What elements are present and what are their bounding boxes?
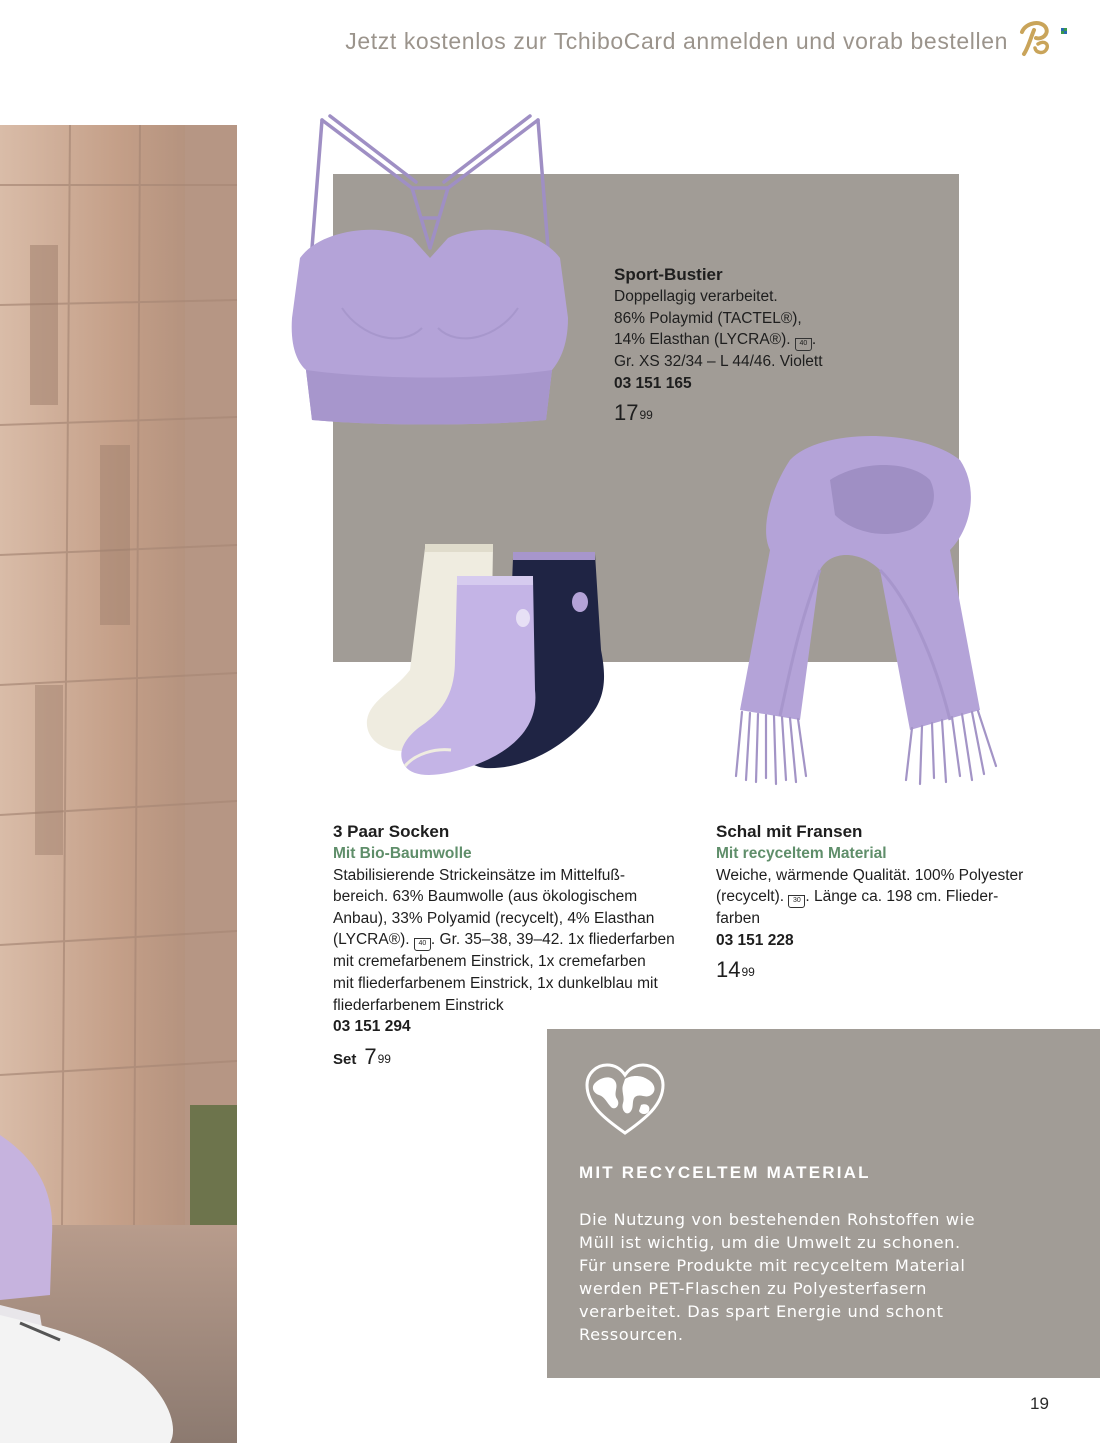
socks-title: 3 Paar Socken: [333, 822, 450, 841]
lifestyle-photo: [0, 125, 237, 1443]
scarf-desc-line2: (recycelt). 30 . Länge ca. 198 cm. Flieder-: [716, 886, 1066, 908]
sport-bustier-desc-line2: 86% Polaymid (TACTEL®),: [614, 309, 802, 327]
eco-box-line5: verarbeitet. Das spart Energie und schont: [579, 1302, 944, 1321]
eco-box-line6: Ressourcen.: [579, 1325, 684, 1344]
socks-subtitle: Mit Bio-Baumwolle: [333, 845, 472, 862]
sport-bustier-desc-line1: Doppellagig verarbeitet.: [614, 288, 778, 305]
sport-bustier-image[interactable]: [282, 108, 578, 430]
page-number: 19: [1030, 1394, 1049, 1413]
eco-box-line2: Müll ist wichtig, um die Umwelt zu schonen.: [579, 1233, 961, 1252]
sport-bustier-price: $17^{99}$: [614, 400, 653, 426]
wash-symbol-icon: 40: [795, 338, 812, 351]
eco-box-line3: Für unsere Produkte mit recyceltem Material: [579, 1256, 966, 1275]
socks-desc-line1: Stabilisierende Strickeinsätze im Mittelfuß-: [333, 866, 626, 884]
wash-symbol-icon: 30: [788, 895, 805, 908]
sport-bustier-sizes: Gr. XS 32/34 – L 44/46. Violett: [614, 353, 823, 371]
scarf-price: $14^{99}$: [716, 957, 755, 983]
socks-desc-line7: fliederfarbenem Einstrick: [333, 996, 504, 1014]
scarf-desc-line3: farben: [716, 910, 760, 928]
socks-desc-line4: (LYCRA®). 40 . Gr. 35–38, 39–42. 1x fliederfarben: [333, 929, 688, 951]
sport-bustier-desc-line3-text: 14% Elasthan (LYCRA®).: [614, 331, 791, 349]
sport-bustier-desc-line3: 14% Elasthan (LYCRA®). 40 .: [614, 329, 914, 351]
sport-bustier-title: Sport-Bustier: [614, 265, 723, 284]
scarf-title: Schal mit Fransen: [716, 822, 863, 841]
scarf-subtitle: Mit recyceltem Material: [716, 845, 887, 862]
scarf-article-number: 03 151 228: [716, 931, 794, 949]
eco-box-title: MIT RECYCELTEM MATERIAL: [579, 1163, 871, 1182]
scarf-image[interactable]: [730, 420, 1005, 790]
wash-symbol-icon: 40: [414, 938, 431, 951]
socks-desc-line2: bereich. 63% Baumwolle (aus ökologischem: [333, 888, 638, 906]
tchibo-logo-icon: [1016, 18, 1070, 58]
tchibocard-promo-text: Jetzt kostenlos zur TchiboCard anmelden und vorab bestellen: [345, 28, 1008, 54]
socks-article-number: 03 151 294: [333, 1018, 411, 1036]
socks-set-label: Set: [333, 1050, 357, 1068]
socks-desc-line6: mit fliederfarbenem Einstrick, 1x dunkelblau mit: [333, 974, 658, 992]
sport-bustier-info: [614, 263, 914, 426]
socks-desc-line3: Anbau), 33% Polyamid (recycelt), 4% Elasthan: [333, 909, 655, 927]
heart-globe-icon: [585, 1063, 665, 1135]
eco-box-line1: Die Nutzung von bestehenden Rohstoffen wie: [579, 1210, 976, 1229]
eco-box-line4: werden PET-Flaschen zu Polyesterfasern: [579, 1279, 927, 1298]
scarf-info: [716, 820, 1066, 983]
eco-box-text: [579, 1208, 1079, 1346]
socks-desc-line5: mit cremefarbenem Einstrick, 1x cremefarben: [333, 953, 646, 971]
socks-price: Set $7^{99}$: [333, 1043, 391, 1069]
scarf-desc-line1: Weiche, wärmende Qualität. 100% Polyester: [716, 866, 1024, 884]
sport-bustier-article-number: 03 151 165: [614, 374, 692, 392]
recycled-material-info-box: [547, 1029, 1100, 1378]
socks-image[interactable]: [355, 540, 610, 790]
